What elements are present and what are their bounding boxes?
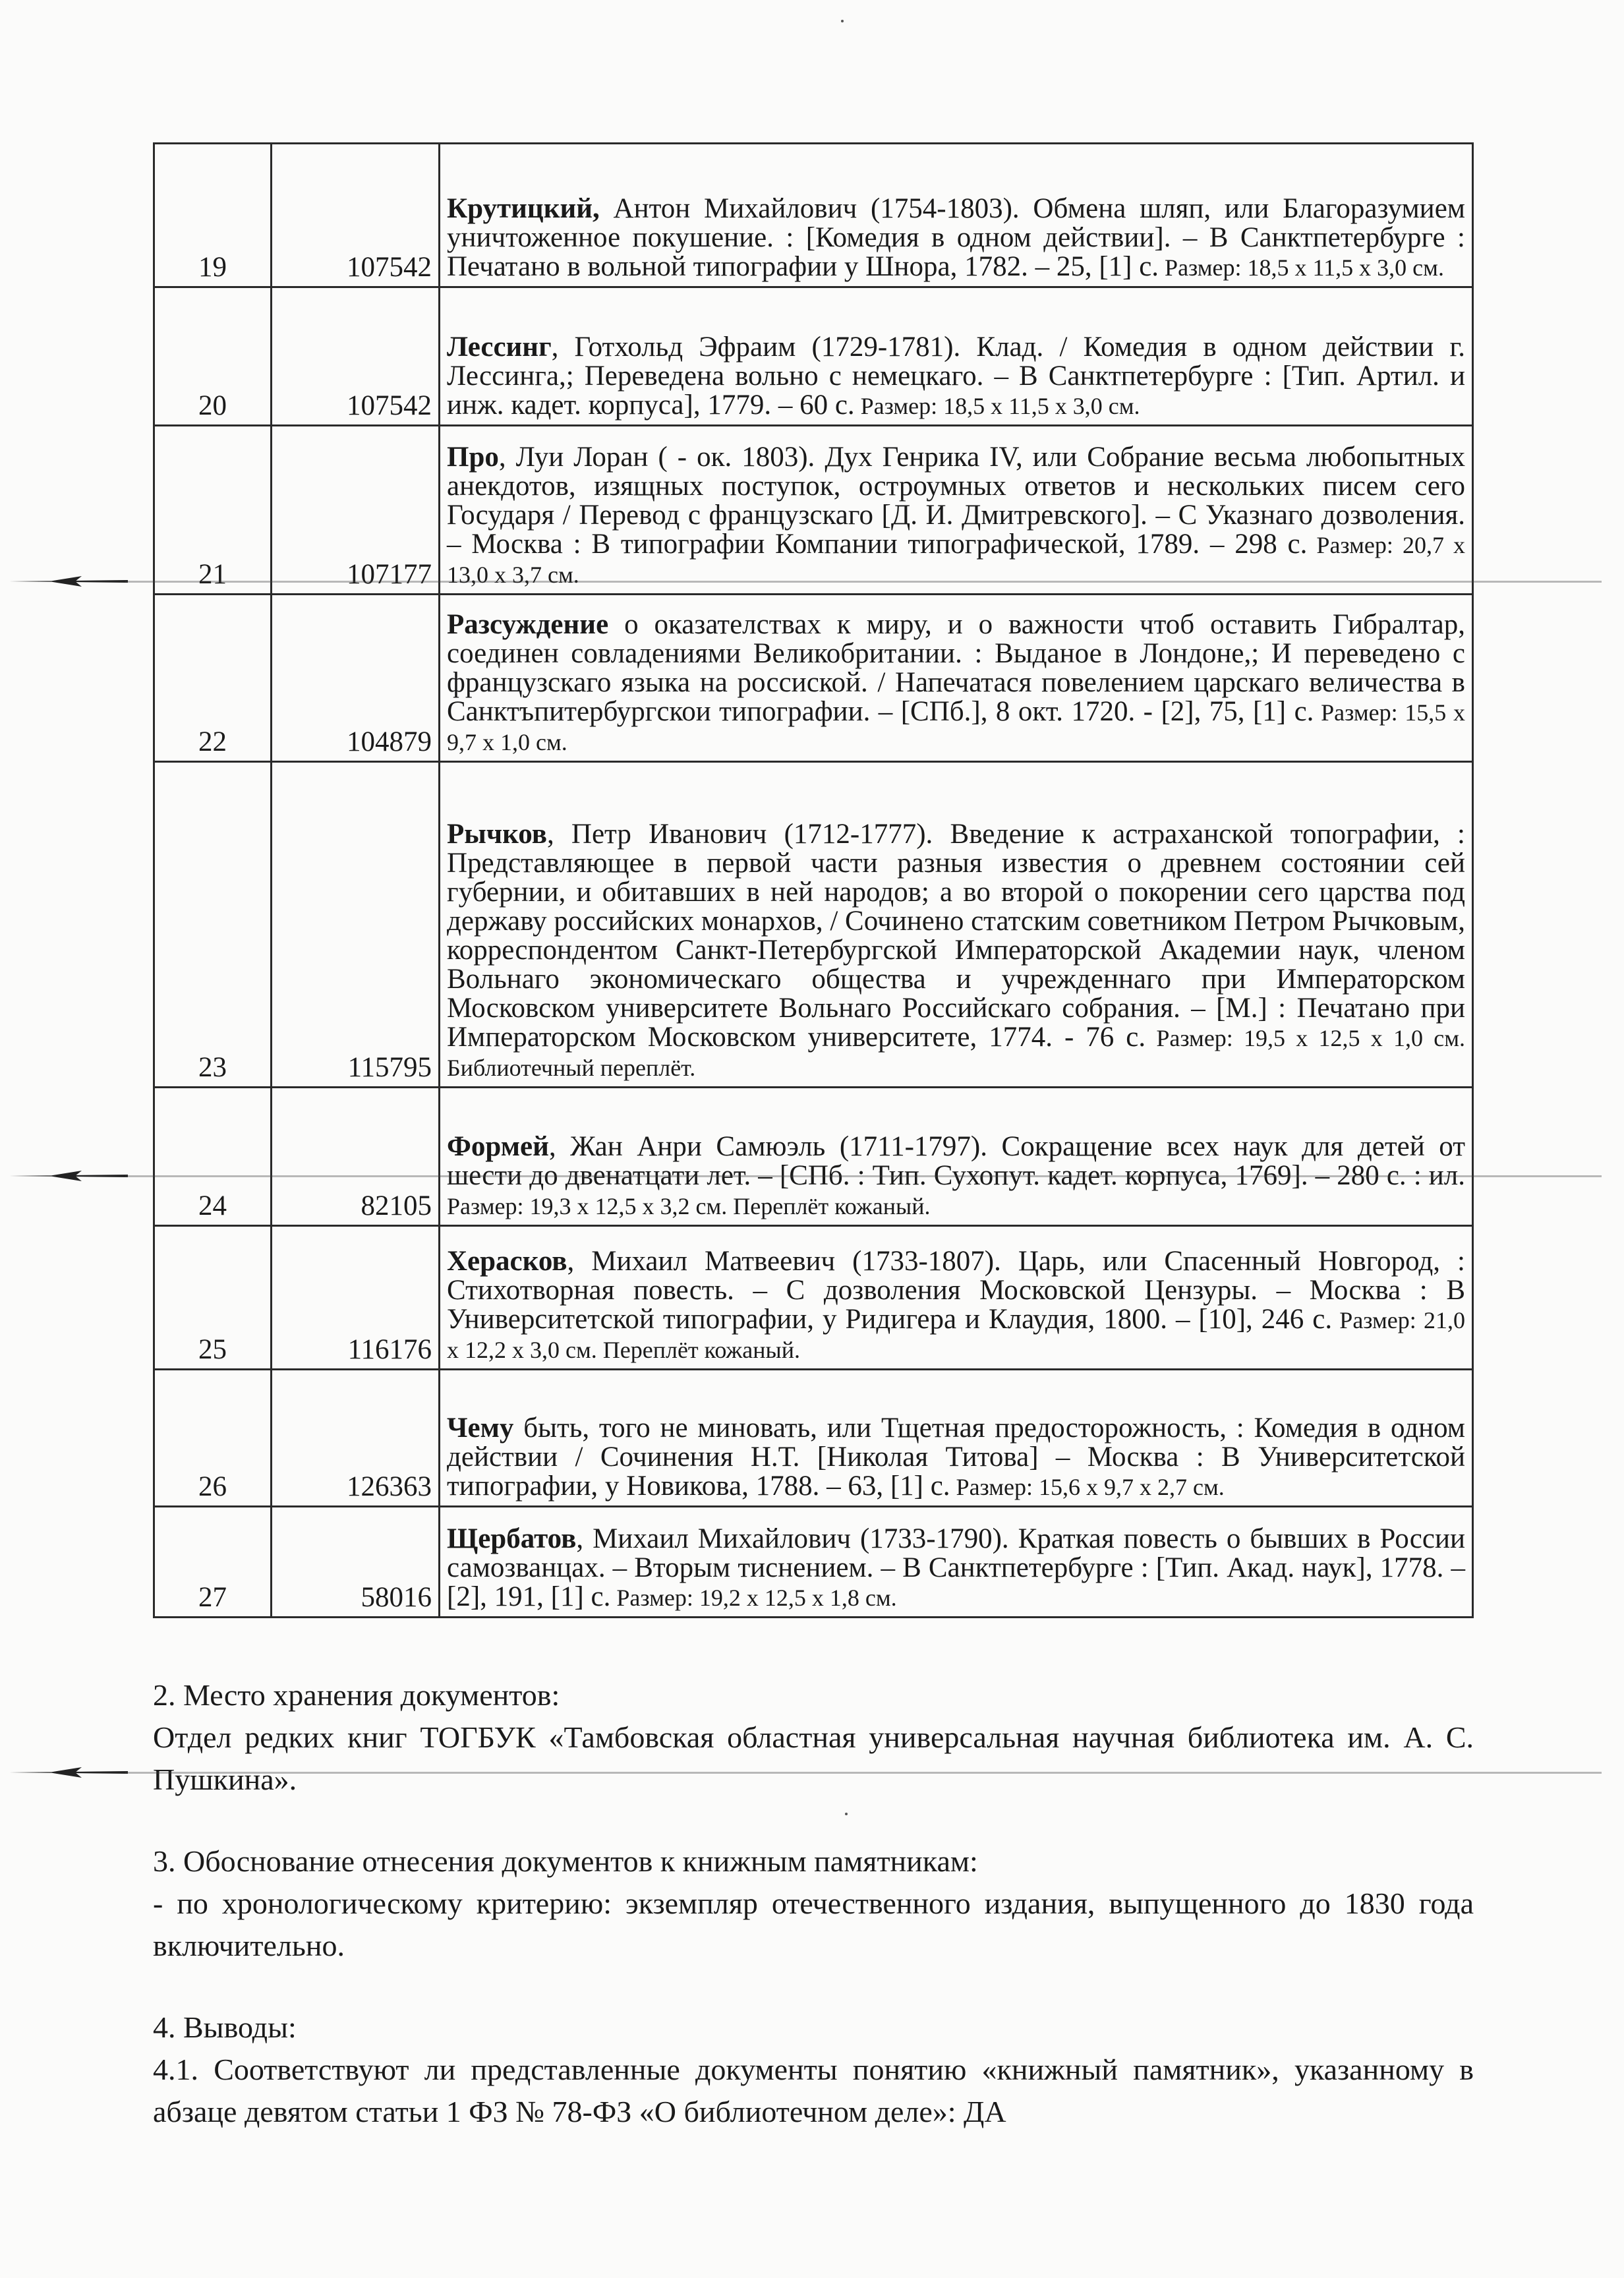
catalog-rows (154, 144, 1473, 1618)
author: Лессинг (447, 332, 552, 363)
row-number: 19 (154, 144, 272, 287)
author: Херасков (447, 1246, 567, 1277)
size-text: Размер: 19,5 х 12,5 х 1,0 см. Библиотечный переплёт. (447, 1025, 1465, 1081)
row-number: 24 (154, 1088, 272, 1226)
author: Формей (447, 1131, 549, 1162)
size-text: Размер: 21,0 х 12,2 х 3,0 см. Переплёт кожаный. (447, 1307, 1465, 1363)
row-number: 25 (154, 1226, 272, 1370)
author: Чему (447, 1413, 514, 1444)
row-number: 23 (154, 762, 272, 1088)
row-number: 20 (154, 287, 272, 426)
size-text: Размер: 15,5 х 9,7 х 1,0 см. (447, 699, 1465, 755)
table-row (154, 1370, 1473, 1507)
punch-mark-icon (9, 575, 128, 588)
section-4-text: 4.1. Соответствуют ли представленные документы понятию «книжный памятник», указанному в абзаце девятом статьи 1 ФЗ № 78-ФЗ «О библиотечном деле»: ДА (153, 2053, 1474, 2128)
scan-artifact (0, 1770, 1624, 1776)
description (440, 595, 1473, 762)
author: Рычков (447, 819, 547, 850)
author: Крутицкий, (447, 193, 600, 224)
description-text: , Михаил Михайлович (1733-1790). Краткая повесть о бывших в России самозванцах. – Вторым тиснением. – В Санктпетербурге : [Тип. Акад. наук], 1778. – [2], 191, [1] с. (447, 1523, 1465, 1612)
description-text: быть, того не миновать, или Тщетная предосторожность, : Комедия в одном действии / Сочинения Н.Т. [Николая Титова] – Москва : В Университетской типографии, у Новикова, 1788. – 63, [1] с. (447, 1413, 1465, 1502)
table-row (154, 1226, 1473, 1370)
description-text: , Жан Анри Самюэль (1711-1797). Сокращение всех наук для детей от шести до двенатцати лет. – [СПб. : Тип. Сухопут. кадет. корпуса, 1769]. – 280 с. : ил. (447, 1131, 1465, 1191)
section-3-title: 3. Обоснование отнесения документов к книжным памятникам: (153, 1844, 978, 1878)
punch-mark-icon (9, 1766, 128, 1779)
description (440, 287, 1473, 426)
row-number: 21 (154, 426, 272, 595)
inventory-number: 116176 (272, 1226, 440, 1370)
section-4-title: 4. Выводы: (153, 2010, 297, 2044)
inventory-number: 126363 (272, 1370, 440, 1507)
inventory-number: 107542 (272, 144, 440, 287)
inventory-number: 107542 (272, 287, 440, 426)
inventory-number: 107177 (272, 426, 440, 595)
author: Про (447, 442, 499, 473)
table-row (154, 426, 1473, 595)
document-sections (153, 1674, 1474, 2133)
inventory-number: 115795 (272, 762, 440, 1088)
description-text: о оказателствах к миру, и о важности чтоб оставить Гибралтар, соединен совладениями Великобритании. : Выданое в Лондоне,; И переведено с французскаго языка на россиской. / Напечатася повелением царскаго величества в Санктъпитербургскои типографии. – [СПб.], 8 окт. 1720. - [2], 75, [1] с. (447, 609, 1465, 727)
size-text: Размер: 19,3 х 12,5 х 3,2 см. Переплёт кожаный. (447, 1193, 931, 1219)
table-row (154, 762, 1473, 1088)
description-text: , Луи Лоран ( - ок. 1803). Дух Генрика IV, или Собрание весьма любопытных анекдотов, изящных поступок, остроумных ответов и нескольких писем сего Государя / Перевод с французскаго [Д. И. Дмитревского]. – С Указнаго дозволения. – Москва : В типографии Компании типографической, 1789. – 298 с. (447, 442, 1465, 560)
section-2-title: 2. Место хранения документов: (153, 1678, 560, 1712)
inventory-number: 82105 (272, 1088, 440, 1226)
punch-mark-icon (9, 1169, 128, 1183)
description (440, 762, 1473, 1088)
description-text: , Михаил Матвеевич (1733-1807). Царь, или Спасенный Новгород, : Стихотворная повесть. – С дозволения Московской Цензуры. – Москва : В Университетской типографии, у Ридигера и Клаудия, 1800. – [10], 246 с. (447, 1246, 1465, 1335)
table-row (154, 287, 1473, 426)
section-2-text: Отдел редких книг ТОГБУК «Тамбовская областная универсальная научная библиотека им. А. С. Пушкина». (153, 1720, 1474, 1796)
table-row (154, 144, 1473, 287)
scan-speck (841, 20, 844, 22)
scan-speck (845, 1813, 848, 1815)
description (440, 144, 1473, 287)
scan-artifact (0, 579, 1624, 585)
size-text: Размер: 18,5 х 11,5 х 3,0 см. (1159, 254, 1444, 281)
inventory-number: 58016 (272, 1507, 440, 1618)
table-row (154, 1507, 1473, 1618)
description-text: , Петр Иванович (1712-1777). Введение к астраханской топографии, : Представляющее в первой части разныя известия о древнем состоянии сей губернии, и обитавших в ней народов; а во второй о покорении сего царства под державу российских монархов, / Сочинено статским советником Петром Рычковым, корреспондентом Санкт-Петербургской Императорской Академии наук, членом Вольнаго экономическаго общества и учрежденнаго при Императорском Московском университете Вольнаго Российскаго собрания. – [М.] : Печатано при Императорском Московском университете, 1774. - 76 с. (447, 819, 1465, 1053)
row-number: 27 (154, 1507, 272, 1618)
size-text: Размер: 20,7 х 13,0 х 3,7 см. (447, 532, 1465, 588)
description (440, 1088, 1473, 1226)
description (440, 426, 1473, 595)
row-number: 22 (154, 595, 272, 762)
section-3-text: - по хронологическому критерию: экземпляр отечественного издания, выпущенного до 1830 года включительно. (153, 1886, 1474, 1962)
size-text: Размер: 15,6 х 9,7 х 2,7 см. (950, 1474, 1225, 1500)
author: Разсуждение (447, 609, 609, 640)
description-text: Антон Михайлович (1754-1803). Обмена шляп, или Благоразумием уничтоженное покушение. : [Комедия в одном действии]. – В Санктпетербурге : Печатано в вольной типографии у Шнора, 1782. – 25, [1] с. (447, 193, 1465, 282)
catalog-table (153, 142, 1474, 1618)
table-row (154, 1088, 1473, 1226)
size-text: Размер: 19,2 х 12,5 х 1,8 см. (610, 1585, 897, 1611)
description (440, 1370, 1473, 1507)
table-row (154, 595, 1473, 762)
inventory-number: 104879 (272, 595, 440, 762)
description (440, 1226, 1473, 1370)
description (440, 1507, 1473, 1618)
description-text: , Готхольд Эфраим (1729-1781). Клад. / Комедия в одном действии г. Лессинга,; Переведена вольно с немецкаго. – В Санктпетербурге : [Тип. Артил. и инж. кадет. корпуса], 1779. – 60 с. (447, 332, 1465, 421)
size-text: Размер: 18,5 х 11,5 х 3,0 см. (854, 393, 1140, 419)
author: Щербатов (447, 1523, 577, 1554)
scan-artifact (0, 1173, 1624, 1180)
row-number: 26 (154, 1370, 272, 1507)
